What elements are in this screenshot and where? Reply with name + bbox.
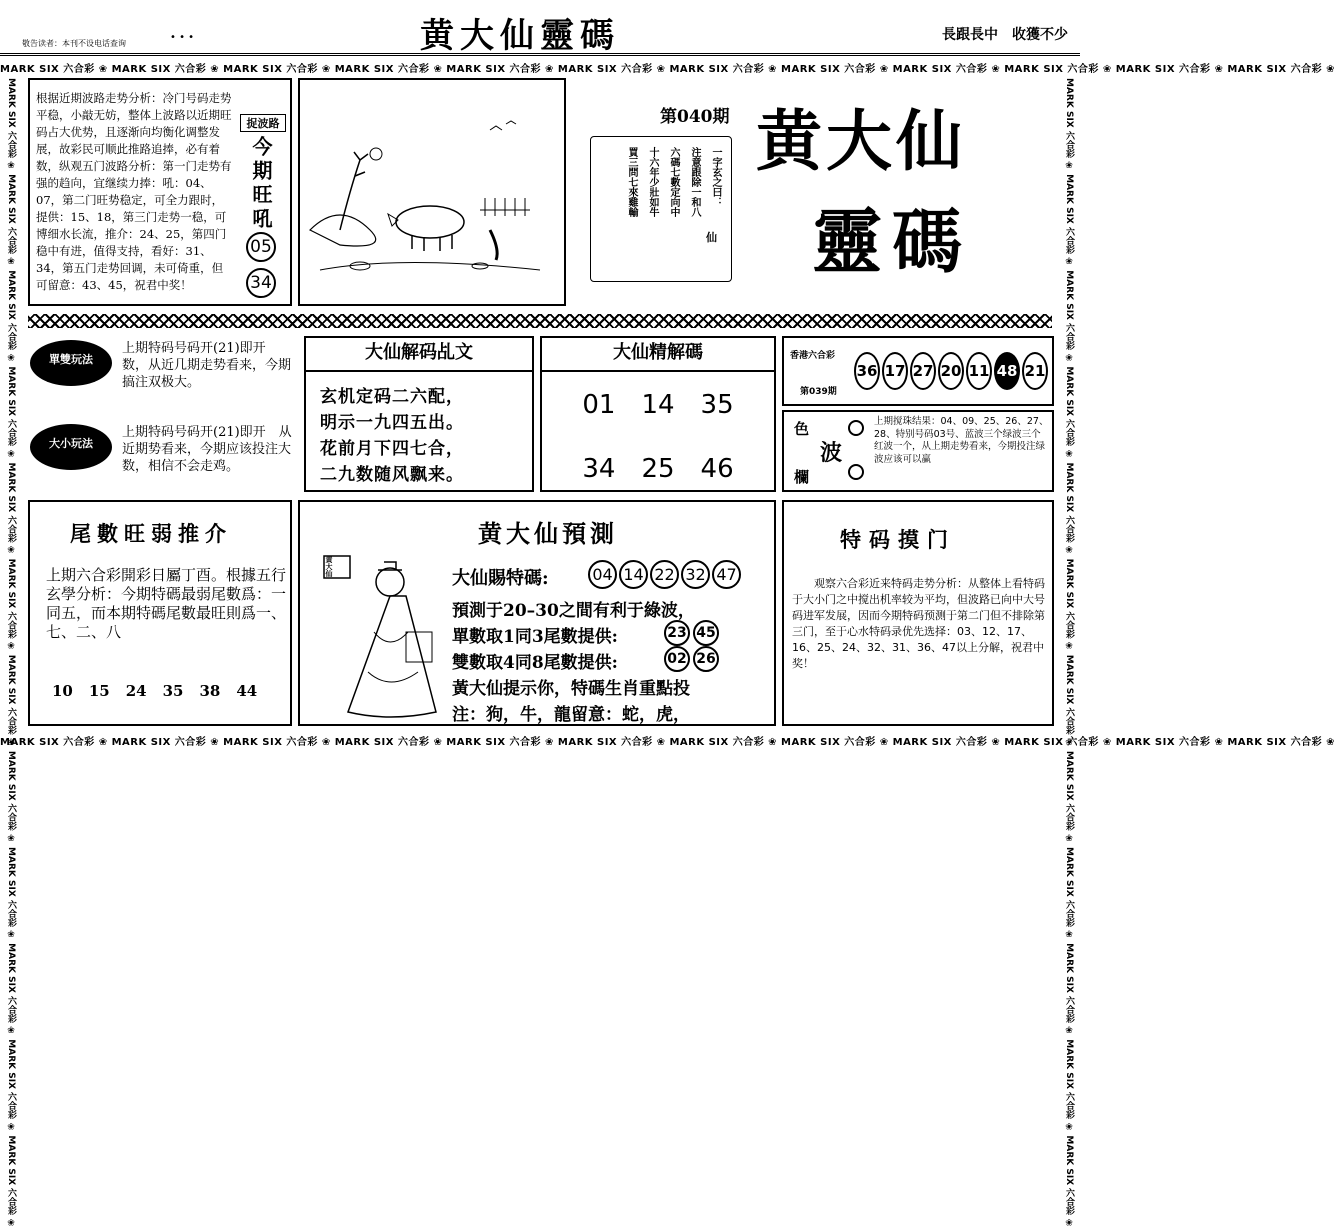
tail-num: 38 — [199, 682, 221, 700]
left-stripe: MARK SIX 六合彩 ❀ MARK SIX 六合彩 ❀ MARK SIX 六合彩 ❀ MARK SIX 六合彩 ❀ MARK SIX 六合彩 ❀ MARK SIX 六合彩 ❀ MARK SIX 六合彩 ❀ MARK SIX 六合彩 ❀ MARK SIX 六合彩 ❀ MARK SIX 六合彩 ❀ MARK SIX 六合彩 ❀ MARK SIX 六合彩 ❀ — [6, 78, 16, 1228]
jingjie-num: 14 — [641, 390, 675, 420]
prediction-line-3: 雙數取4同8尾數提供: — [452, 653, 618, 673]
hk-num: 17 — [882, 352, 908, 390]
odd-num: 45 — [693, 620, 719, 646]
prediction-line-2-nums — [664, 620, 719, 646]
hk-issue: 第039期 — [800, 387, 837, 397]
hk-num: 48 — [994, 352, 1020, 390]
gift-num: 04 — [588, 560, 617, 589]
wave-vertical-label: 今期旺吼 — [249, 136, 273, 232]
decode-title — [306, 338, 532, 372]
gift-num: 14 — [619, 560, 648, 589]
poem-signature: 仙 — [706, 231, 717, 244]
odd-num: 23 — [664, 620, 690, 646]
header-bar — [0, 0, 1080, 56]
issue-label: 第040期 — [660, 107, 730, 127]
sage-figure-illustration — [318, 552, 448, 724]
wave-num-2: 34 — [246, 268, 276, 298]
prediction-line-5: 注：狗，牛，龍留意：蛇，虎， — [452, 705, 690, 725]
decode-line-3: 花前月下四七合， — [320, 439, 464, 459]
tail-digits-title: 尾數旺弱推介 — [70, 521, 232, 546]
hk-num: 36 — [854, 352, 880, 390]
hk-results-box — [782, 336, 1054, 406]
big-small-text: 上期特码号码开(21)即开 从近期势看来，今期应该投注大数，相信不会走鸡。 — [122, 425, 292, 474]
hk-num: 21 — [1022, 352, 1048, 390]
tail-digits-text: 上期六合彩開彩日屬丁酉。根據五行玄學分析：今期特碼最弱尾數爲：一同五，而本期特碼尾數最旺則爲一、七、二、八 — [46, 566, 287, 641]
color-wave-box — [782, 410, 1054, 492]
prediction-box — [298, 500, 776, 726]
jingjie-box — [540, 336, 776, 492]
decode-line-4: 二九数随风飘来。 — [320, 465, 464, 485]
decode-line-1: 玄机定码二六配， — [320, 387, 464, 407]
wave-tag: 捉波路 — [240, 114, 286, 132]
gift-num: 32 — [681, 560, 710, 589]
poem-col-2: 注意跟除一和八 — [689, 147, 700, 217]
even-num: 02 — [664, 646, 690, 672]
jingjie-num: 34 — [582, 454, 616, 484]
poem-col-3: 六碼七數定向中 — [668, 147, 679, 217]
jingjie-num: 25 — [641, 454, 675, 484]
gift-num: 22 — [650, 560, 679, 589]
tail-num: 24 — [125, 682, 147, 700]
chain-divider — [28, 314, 1052, 328]
special-door-box — [782, 500, 1054, 726]
wave-analysis-box — [28, 78, 292, 306]
prediction-gift-label: 大仙賜特碼: — [452, 568, 549, 589]
prediction-line-3-nums — [664, 646, 719, 672]
wave-num-1: 05 — [246, 232, 276, 262]
jingjie-row-1 — [542, 390, 774, 420]
wave-circle-icon — [848, 464, 864, 480]
tail-num: 44 — [236, 682, 258, 700]
color-wave-label-bottom: 欄 — [794, 468, 810, 486]
wave-analysis-text: 根据近期波路走势分析：冷门号码走势平稳，小敲无妨，整体上波路以近期旺码占大优势，且逐渐向均衡化调整发展，故彩民可顺此推路追捧，必有着数，纵观五门波路分析：第一门走势有强的趋向，宜继续力捧：吼：04、07，第二门旺势稳定，可全力跟时，提供：15、18，第三门走势一稳，可博细水长流，推介：24、25，第四门稳中有进，值得支持，看好：31、34，第五门走势回调，未可倚重，但可留意：43、45，祝君中奖！ — [36, 91, 232, 292]
prediction-line-1: 預測于20–30之間有利于綠波， — [452, 601, 695, 621]
single-double-label: 單雙玩法 — [49, 353, 93, 366]
prediction-line-2: 單數取1同3尾數提供: — [452, 627, 618, 647]
jingjie-num: 01 — [582, 390, 616, 420]
jingjie-title — [542, 338, 774, 372]
header-small-note: 敬告读者：本刊不设电话查询 — [22, 39, 126, 48]
poem-col-1: 一字玄之曰： — [710, 147, 721, 207]
header-slogan: 長跟長中 收獲不少 — [942, 27, 1068, 43]
tail-num: 15 — [88, 682, 110, 700]
poem-scroll-columns — [624, 147, 723, 275]
big-title-1: 黄大仙 — [756, 102, 966, 180]
even-num: 26 — [693, 646, 719, 672]
header-dots: • • • — [170, 32, 195, 43]
single-double-badge — [30, 340, 112, 386]
poem-scroll — [590, 136, 732, 282]
jingjie-num: 46 — [700, 454, 734, 484]
decode-title-text: 大仙解码乩文 — [365, 342, 473, 363]
special-door-title: 特码摸门 — [840, 527, 956, 552]
big-small-badge — [30, 424, 112, 470]
prediction-gift-nums — [588, 560, 741, 589]
single-double-text: 上期特码号码开(21)即开 数，从近几期走势看来，今期搞注双极大。 — [122, 341, 292, 390]
tail-num: 10 — [52, 682, 73, 700]
big-small-label: 大小玩法 — [49, 437, 93, 450]
poem-col-5: 買三問七來雞輸 — [626, 147, 637, 217]
special-door-text: 观察六合彩近来特码走势分析：从整体上看特码于大小门之中搅出机率较为平均，但波路已向中大号码进军发展，因而今期特码预测于第二门但不排除第三门，至于心水特码录优先选择：03、12、17、16、25、24、32、31、36、47以上分解，祝君中奖！ — [792, 577, 1045, 670]
prediction-title: 黄大仙預測 — [478, 519, 618, 548]
prediction-line-4: 黃大仙提示你，特碼生肖重點投 — [452, 679, 690, 699]
decode-poem-box — [304, 336, 534, 492]
gift-num: 47 — [712, 560, 741, 589]
jingjie-row-2 — [542, 454, 774, 484]
prediction-seal: 黄大仙 — [325, 556, 334, 577]
tail-digits-nums — [52, 682, 257, 700]
tail-num: 35 — [162, 682, 184, 700]
wave-circle-icon — [848, 420, 864, 436]
color-wave-label-top: 色 — [794, 420, 810, 438]
bottom-stripe: MARK SIX 六合彩 ❀ MARK SIX 六合彩 ❀ MARK SIX 六合彩 ❀ MARK SIX 六合彩 ❀ MARK SIX 六合彩 ❀ MARK SIX 六合彩 ❀ MARK SIX 六合彩 ❀ MARK SIX 六合彩 ❀ MARK SIX 六合彩 ❀ MARK SIX 六合彩 ❀ MARK SIX 六合彩 ❀ MARK SIX 六合彩 ❀ — [0, 737, 1335, 748]
pig-landscape-illustration — [300, 80, 564, 304]
header-title: 黄大仙靈碼 — [420, 16, 620, 56]
big-title-2: 靈碼 — [812, 200, 972, 283]
hk-nums — [854, 352, 1048, 390]
poem-col-4: 十六年少壯如牛 — [647, 147, 658, 217]
illustration-box — [298, 78, 566, 306]
color-wave-text: 上期搅珠结果：04、09、25、26、27、28、特别号码03号、蓝波三个绿波三个红波一个，从上期走势看来，今期投注绿波应该可以赢 — [874, 416, 1049, 465]
jingjie-title-text: 大仙精解碼 — [613, 342, 703, 363]
color-wave-label-mid: 波 — [820, 440, 843, 466]
right-stripe: MARK SIX 六合彩 ❀ MARK SIX 六合彩 ❀ MARK SIX 六合彩 ❀ MARK SIX 六合彩 ❀ MARK SIX 六合彩 ❀ MARK SIX 六合彩 ❀ MARK SIX 六合彩 ❀ MARK SIX 六合彩 ❀ MARK SIX 六合彩 ❀ MARK SIX 六合彩 ❀ MARK SIX 六合彩 ❀ MARK SIX 六合彩 ❀ — [1064, 78, 1074, 1228]
top-stripe: MARK SIX 六合彩 ❀ MARK SIX 六合彩 ❀ MARK SIX 六合彩 ❀ MARK SIX 六合彩 ❀ MARK SIX 六合彩 ❀ MARK SIX 六合彩 ❀ MARK SIX 六合彩 ❀ MARK SIX 六合彩 ❀ MARK SIX 六合彩 ❀ MARK SIX 六合彩 ❀ MARK SIX 六合彩 ❀ MARK SIX 六合彩 ❀ — [0, 64, 1335, 75]
hk-num: 27 — [910, 352, 936, 390]
tail-digits-box — [28, 500, 292, 726]
hk-num: 20 — [938, 352, 964, 390]
jingjie-num: 35 — [700, 390, 734, 420]
decode-line-2: 明示一九四五出。 — [320, 413, 464, 433]
hk-label: 香港六合彩 — [790, 351, 836, 361]
hk-num: 11 — [966, 352, 992, 390]
